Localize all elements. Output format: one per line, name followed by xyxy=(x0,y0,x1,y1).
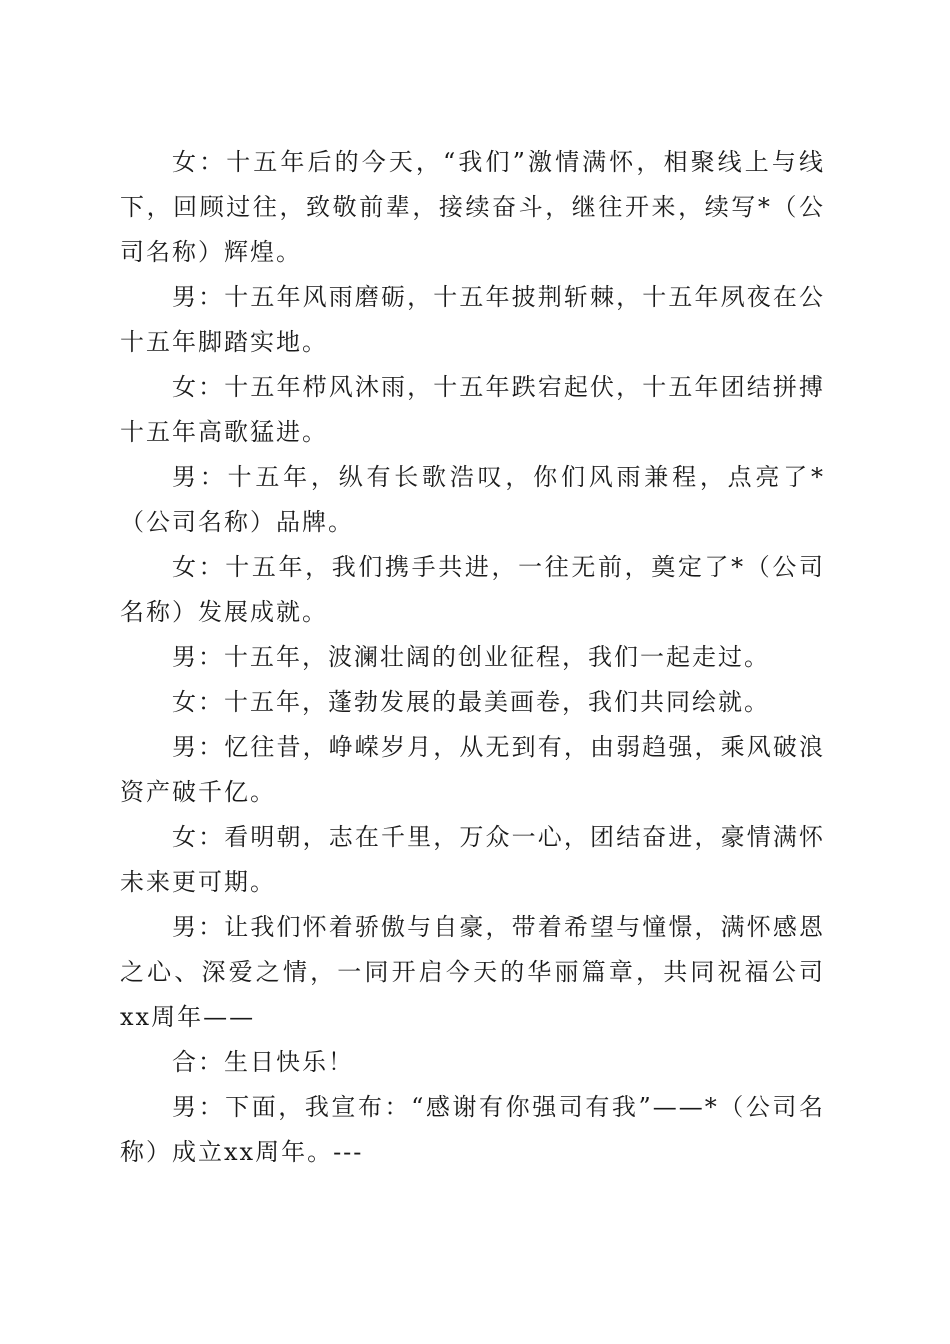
paragraph-4: 男：十五年，纵有长歌浩叹，你们风雨兼程，点亮了*（公司名称）品牌。 xyxy=(120,463,825,536)
paragraph-12: 男：下面，我宣布：“感谢有你强司有我”——*（公司名称）成立xx周年。--- xyxy=(120,1093,825,1166)
paragraph-3: 女：十五年栉风沐雨，十五年跌宕起伏，十五年团结拼搏十五年高歌猛进。 xyxy=(120,373,825,446)
paragraph-2: 男：十五年风雨磨砺，十五年披荆斩棘，十五年夙夜在公十五年脚踏实地。 xyxy=(120,283,825,356)
paragraph-8: 男：忆往昔，峥嵘岁月，从无到有，由弱趋强，乘风破浪资产破千亿。 xyxy=(120,733,825,806)
paragraph-11: 合：生日快乐！ xyxy=(172,1048,354,1076)
paragraph-5: 女：十五年，我们携手共进，一往无前，奠定了*（公司名称）发展成就。 xyxy=(120,553,825,626)
document-body xyxy=(120,140,825,1175)
paragraph-7: 女：十五年，蓬勃发展的最美画卷，我们共同绘就。 xyxy=(172,688,770,716)
paragraph-10: 男：让我们怀着骄傲与自豪，带着希望与憧憬，满怀感恩之心、深爱之情，一同开启今天的华丽篇章，共同祝福公司xx周年—— xyxy=(120,913,825,1031)
paragraph-9: 女：看明朝，志在千里，万众一心，团结奋进，豪情满怀未来更可期。 xyxy=(120,823,825,896)
paragraph-1: 女：十五年后的今天，“我们”激情满怀，相聚线上与线下，回顾过往，致敬前辈，接续奋斗，继往开来，续写*（公司名称）辉煌。 xyxy=(120,148,825,266)
paragraph-6: 男：十五年，波澜壮阔的创业征程，我们一起走过。 xyxy=(172,643,770,671)
